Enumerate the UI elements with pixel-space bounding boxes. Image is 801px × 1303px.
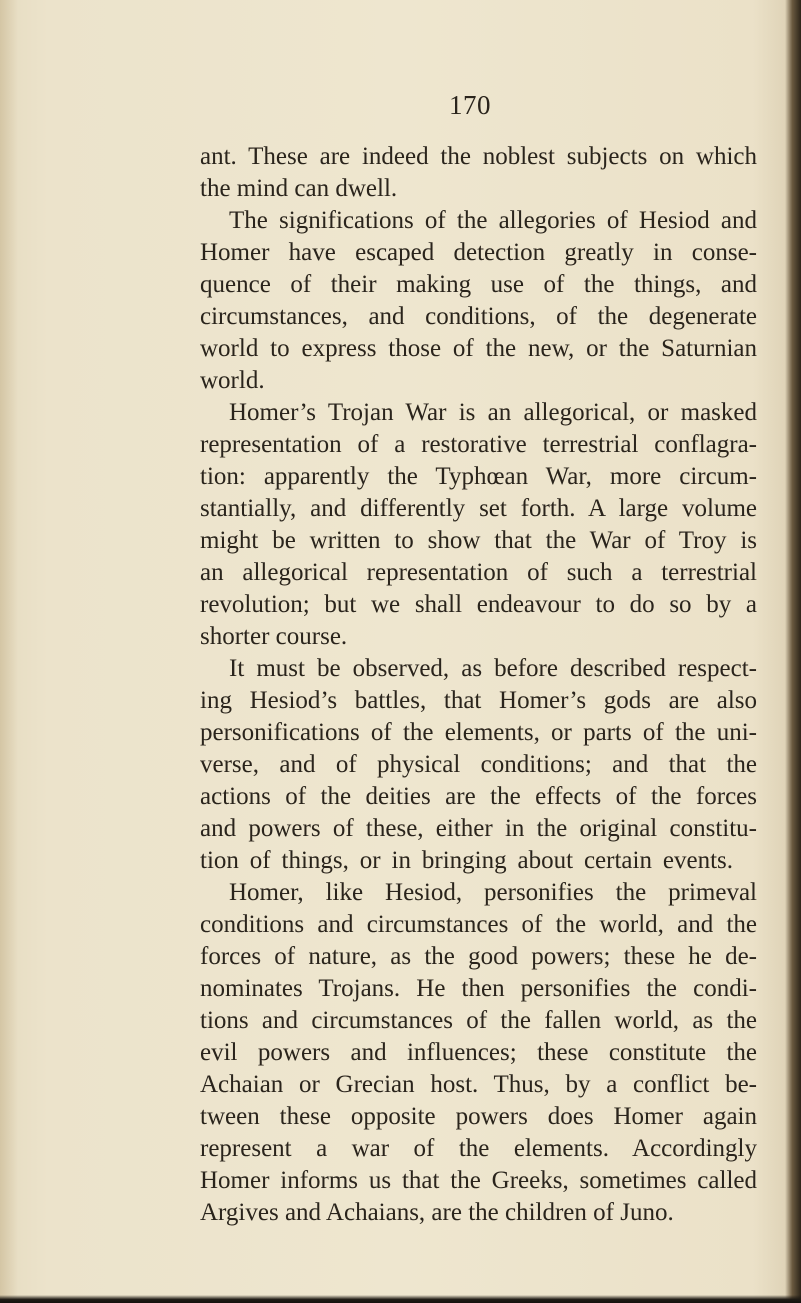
text-line: and powers of these, either in the original constitu- <box>200 815 757 842</box>
text-line: Homer informs us that the Greeks, sometimes called <box>200 1167 757 1194</box>
text-line: conditions and circumstances of the world, and the <box>200 911 757 938</box>
text-line: ing Hesiod’s battles, that Homer’s gods are also <box>200 687 757 714</box>
text-line: Homer’s Trojan War is an allegorical, or masked <box>229 399 757 426</box>
text-line: revolution; but we shall endeavour to do so by a <box>200 591 757 618</box>
text-line: tion of things, or in bringing about certain events. <box>200 847 733 874</box>
page-bottom-edge <box>0 1295 801 1303</box>
text-line: tion: apparently the Typhœan War, more circum- <box>200 463 757 490</box>
text-line: shorter course. <box>200 623 348 650</box>
text-line: verse, and of physical conditions; and that the <box>200 751 757 778</box>
text-line: evil powers and influences; these constitute the <box>200 1039 757 1066</box>
text-line: tween these opposite powers does Homer again <box>200 1103 757 1130</box>
text-line: nominates Trojans. He then personifies the condi- <box>200 975 757 1002</box>
text-line: world to express those of the new, or the Saturnian <box>200 335 757 362</box>
text-line: stantially, and differently set forth. A large volume <box>200 495 757 522</box>
page-number: 170 <box>449 90 491 120</box>
text-line: represent a war of the elements. Accordingly <box>200 1135 757 1162</box>
text-line: It must be observed, as before described respect- <box>229 655 757 682</box>
text-line: Argives and Achaians, are the children of Juno. <box>200 1199 674 1226</box>
text-line: tions and circumstances of the fallen world, as the <box>200 1007 757 1034</box>
page-gutter-shadow <box>0 0 18 1303</box>
text-line: personifications of the elements, or parts of the uni- <box>200 719 757 746</box>
text-line: Homer have escaped detection greatly in conse- <box>200 239 757 266</box>
text-line: circumstances, and conditions, of the degenerate <box>200 303 757 330</box>
text-line: world. <box>200 367 265 394</box>
text-line: Homer, like Hesiod, personifies the primeval <box>229 879 757 906</box>
text-line: an allegorical representation of such a terrestrial <box>200 559 757 586</box>
text-line: representation of a restorative terrestrial conflagra- <box>200 431 757 458</box>
text-line: forces of nature, as the good powers; these he de- <box>200 943 757 970</box>
text-line: quence of their making use of the things, and <box>200 271 757 298</box>
text-line: ant. These are indeed the noblest subjects on which <box>200 143 757 170</box>
page-right-edge <box>785 0 801 1303</box>
text-line: Achaian or Grecian host. Thus, by a conflict be- <box>200 1071 757 1098</box>
text-line: The significations of the allegories of Hesiod and <box>229 207 757 234</box>
text-line: actions of the deities are the effects of the forces <box>200 783 757 810</box>
text-line: might be written to show that the War of Troy is <box>200 527 757 554</box>
text-line: the mind can dwell. <box>200 175 398 202</box>
